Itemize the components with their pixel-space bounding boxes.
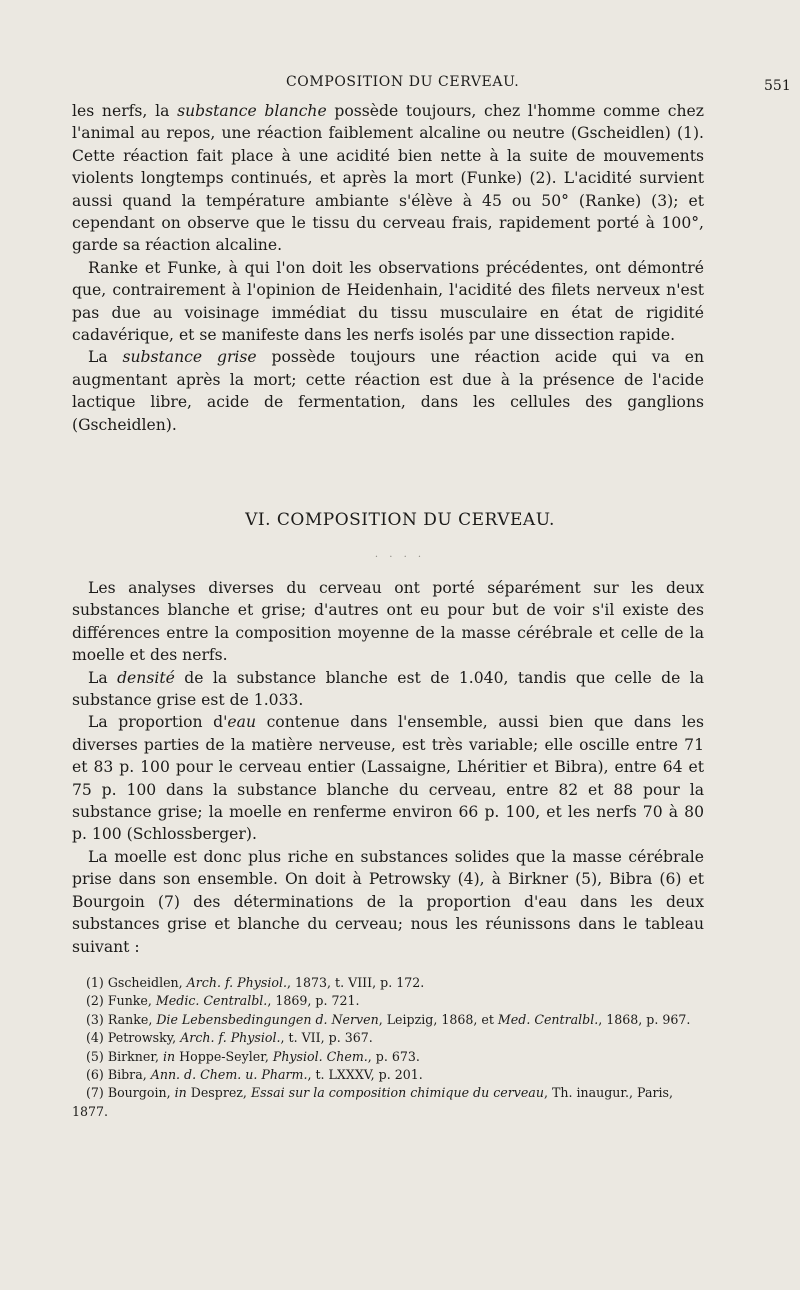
running-title: COMPOSITION DU CERVEAU. <box>286 74 520 90</box>
term-densite: densité <box>117 668 175 687</box>
footnote: (3) Ranke, Die Lebensbedingungen d. Nerven, Leipzig, 1868, et Med. Centralbl., 1868, p. 967. <box>86 1011 691 1027</box>
paragraph-water: La proportion d'eau contenue dans l'ensemble, aussi bien que dans les diverses parties de la matière nerveuse, est très variable; elle oscille entre 71 et 83 p. 100 pour le cerveau entier (Lassaigne, Lhéritier et Bibra), entre 64 et 75 p. 100 dans la substance blanche du cerveau, entre 82 et 88 pour la substance grise; la moelle en renferme environ 66 p. 100, et les nerfs 70 à 80 p. 100 (Schlossberger). <box>72 713 705 844</box>
footnote: (1) Gscheidlen, Arch. f. Physiol., 1873, t. VIII, p. 172. <box>86 975 425 990</box>
ornament-dots: . . . . <box>374 549 426 560</box>
running-head <box>0 74 800 94</box>
paragraph-density: La densité de la substance blanche est de 1.040, tandis que celle de la substance grise est de 1.033. <box>72 668 705 710</box>
footnote: (6) Bibra, Ann. d. Chem. u. Pharm., t. LXXXV, p. 201. <box>86 1067 423 1083</box>
term-substance-blanche: substance blanche <box>177 102 327 120</box>
section-vi-body <box>72 577 704 958</box>
footnote: (5) Birkner, in Hoppe-Seyler, Physiol. Chem., p. 673. <box>86 1048 420 1064</box>
paragraph-moelle: La moelle est donc plus riche en substances solides que la masse cérébrale prise dans son ensemble. On doit à Petrowsky (4), à Birkner (5), Bibra (6) et Bourgoin (7) des déterminations de la proportion d'eau dans les deux substances grise et blanche du cerveau; nous les réunissons dans le tableau suivant : <box>72 847 704 956</box>
page-number: 551 <box>764 78 791 94</box>
paragraph-analyses: Les analyses diverses du cerveau ont porté séparément sur les deux substances blanche et grise; d'autres ont eu pour but de voir s'il existe des différences entre la composition moyenne de la masse cérébrale et celle de la moelle et des nerfs. <box>72 579 704 665</box>
term-eau: eau <box>227 713 256 732</box>
term-substance-grise: substance grise <box>122 348 257 367</box>
footnote: (7) Bourgoin, in Desprez, Essai sur la composition chimique du cerveau, Th. inaugur., Paris, 1877. <box>72 1085 673 1119</box>
footnote: (2) Funke, Medic. Centralbl., 1869, p. 721. <box>86 993 360 1009</box>
paragraph-grey-substance: La substance grise possède toujours une réaction acide qui va en augmentant après la mort; cette réaction est due à la présence de l'acide lactique libre, acide de fermentation, dans les cellules des ganglions (Gscheidlen). <box>72 348 704 434</box>
section-title: VI. COMPOSITION DU CERVEAU. <box>245 510 555 530</box>
paragraph-white-substance: les nerfs, la substance blanche possède toujours, chez l'homme comme chez l'animal au repos, une réaction faiblement alcaline ou neutre (Gscheidlen) (1). Cette réaction fait place à une acidité bien nette à la suite de mouvements violents longtemps continués, et après la mort (Funke) (2). L'acidité survient aussi quand la température ambiante s'élève à 45 ou 50° (Ranke) (3); et cependant on observe que le tissu du cerveau frais, rapidement porté à 100°, garde sa réaction alcaline. <box>72 102 704 255</box>
paragraph-ranke-funke: Ranke et Funke, à qui l'on doit les observations précédentes, ont démontré que, contrairement à l'opinion de Heidenhain, l'acidité des filets nerveux n'est pas due au voisinage immédiat du tissu musculaire en état de rigidité cadavérique, et se manifeste dans les nerfs isolés par une dissection rapide. <box>72 258 704 345</box>
section-v-continuation <box>72 100 704 436</box>
footnotes <box>72 974 704 1121</box>
footnote: (4) Petrowsky, Arch. f. Physiol., t. VII, p. 367. <box>86 1030 373 1046</box>
